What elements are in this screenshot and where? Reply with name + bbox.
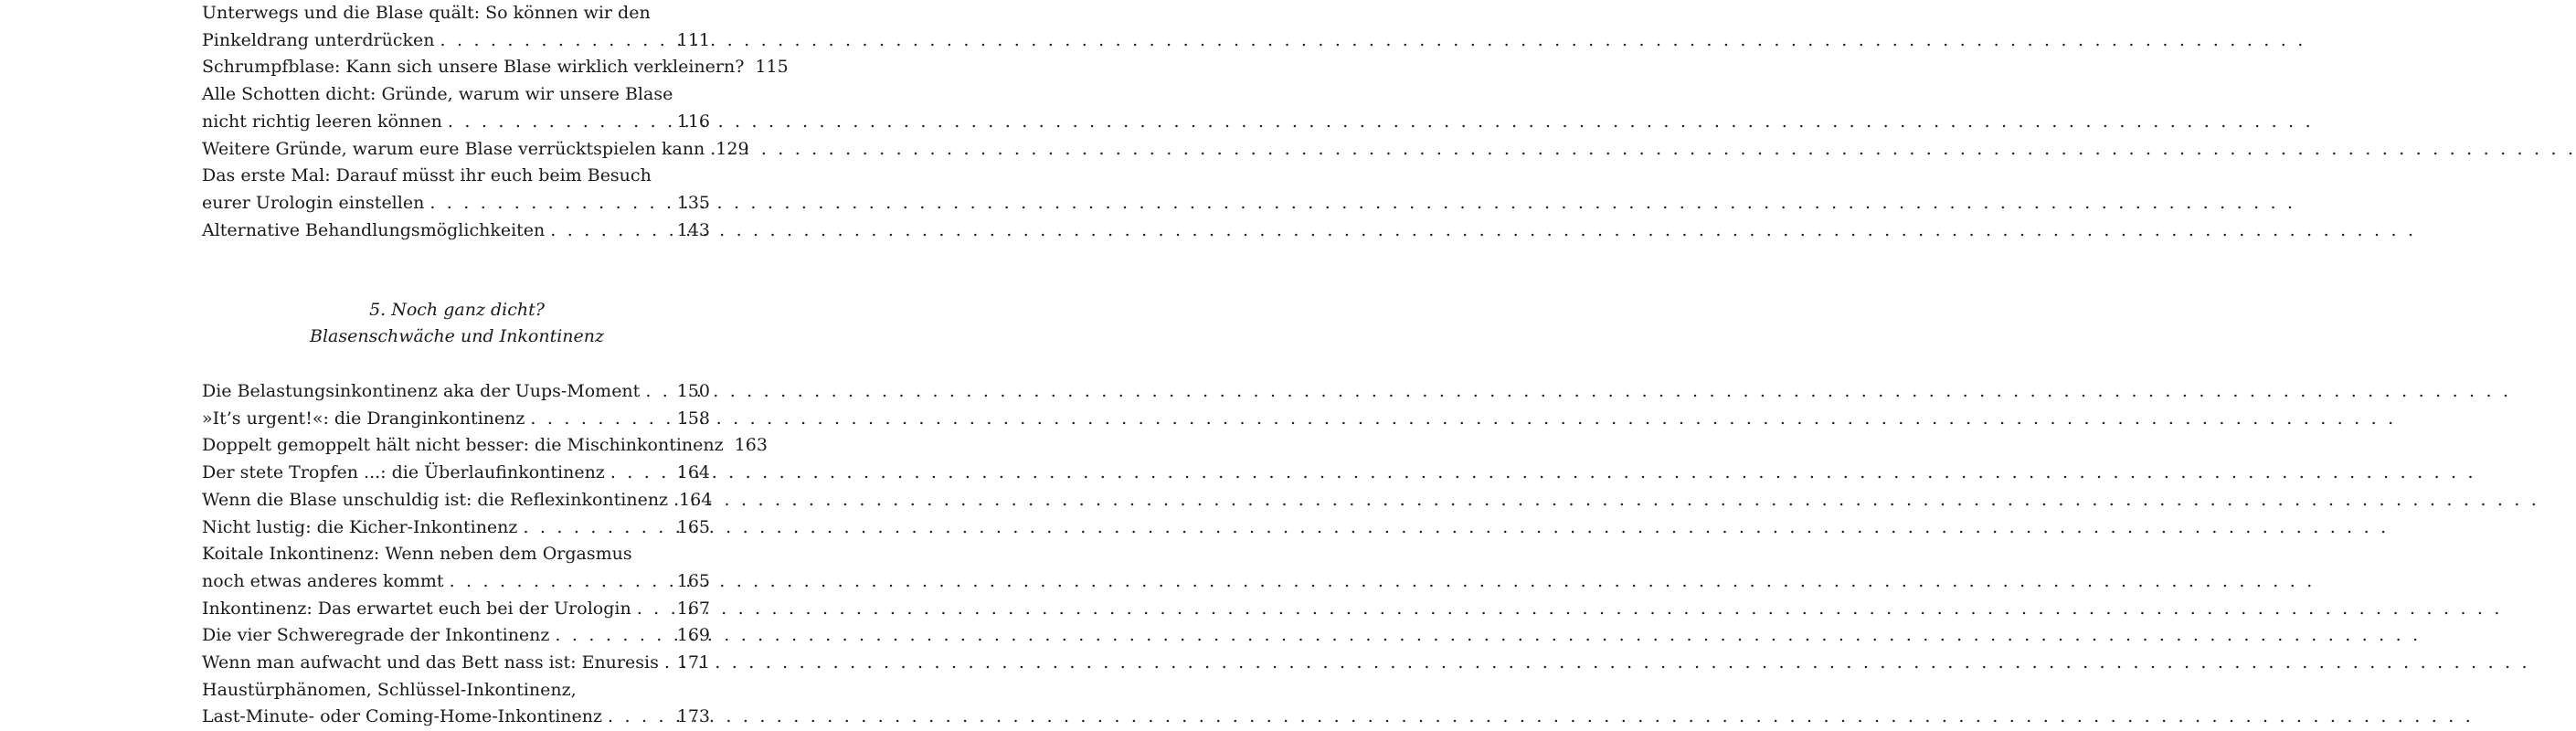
toc-entry[interactable] <box>202 406 710 433</box>
toc-page-number: 164 <box>679 489 713 510</box>
dot-leader <box>450 568 672 596</box>
toc-entry-final-line <box>202 406 710 433</box>
toc-entry-final-line <box>202 514 710 542</box>
toc-entry-title: noch etwas anderes kommt <box>202 570 444 591</box>
dot-leader <box>440 27 672 55</box>
toc-entry[interactable] <box>202 378 710 406</box>
toc-entry-title: Doppelt gemoppelt hält nicht besser: die Mischinkontinenz <box>202 435 724 456</box>
toc-entry-final-line <box>202 378 710 406</box>
dot-leader <box>608 704 672 731</box>
toc-entry[interactable] <box>202 677 710 731</box>
chapter-heading <box>0 297 914 350</box>
dot-leader <box>523 514 671 542</box>
toc-entry[interactable] <box>202 54 789 81</box>
dot-leader <box>429 190 671 217</box>
toc-entry-final-line <box>202 704 710 731</box>
toc-page-number: 115 <box>755 57 789 78</box>
toc-entry-title: Alternative Behandlungsmöglichkeiten <box>202 219 546 240</box>
toc-entry-title: Der stete Tropfen ...: die Überlaufinkontinenz <box>202 462 605 483</box>
toc-entry-title: Die vier Schweregrade der Inkontinenz <box>202 625 550 646</box>
toc-entry[interactable] <box>202 432 768 460</box>
toc-entry-final-line <box>202 460 710 487</box>
toc-entry[interactable] <box>202 514 710 542</box>
toc-entry[interactable] <box>202 541 710 595</box>
dot-leader <box>555 622 671 650</box>
toc-section-chapter-5 <box>202 378 768 731</box>
toc-entry-line <box>202 81 710 109</box>
toc-entry-title: nicht richtig leeren können <box>202 111 442 132</box>
toc-page-number: 143 <box>676 219 710 240</box>
toc-entry[interactable] <box>202 487 713 514</box>
toc-page-number: 164 <box>676 462 710 483</box>
toc-entry-line <box>202 541 710 568</box>
toc-entry-line <box>202 163 710 190</box>
toc-page-number: 111 <box>676 29 710 50</box>
dot-leader <box>530 406 671 433</box>
dot-leader <box>645 378 671 406</box>
toc-entry-title: Alle Schotten dicht: Gründe, warum wir unsere Blase <box>202 84 673 105</box>
toc-page-number: 163 <box>734 435 768 456</box>
toc-entry-line <box>202 0 710 27</box>
toc-entry-title: Das erste Mal: Darauf müsst ihr euch beim Besuch <box>202 165 652 186</box>
toc-page-number: 129 <box>716 138 749 159</box>
toc-entry-final-line <box>202 217 710 245</box>
toc-page-number: 165 <box>676 516 710 537</box>
toc-entry[interactable] <box>202 460 710 487</box>
toc-page-number: 169 <box>676 625 710 646</box>
toc-entry[interactable] <box>202 596 710 623</box>
toc-entry-title: Last-Minute- oder Coming-Home-Inkontinenz <box>202 706 603 727</box>
toc-entry-title: Wenn man aufwacht und das Bett nass ist: Enuresis <box>202 652 659 673</box>
toc-entry-title: Wenn die Blase unschuldig ist: die Reflexinkontinenz <box>202 489 669 510</box>
toc-entry-title: Haustürphänomen, Schlüssel-Inkontinenz, <box>202 679 577 700</box>
toc-entry-title: Weitere Gründe, warum eure Blase verrücktspielen kann <box>202 138 705 159</box>
toc-entry-title: Die Belastungsinkontinenz aka der Uups-Moment <box>202 381 641 401</box>
dot-leader <box>610 460 672 487</box>
toc-entry[interactable] <box>202 622 710 650</box>
toc-entry-title: Inkontinenz: Das erwartet euch bei der Urologin <box>202 598 631 619</box>
toc-entry-title: Schrumpfblase: Kann sich unsere Blase wirklich verkleinern? <box>202 57 745 78</box>
toc-page-number: 167 <box>676 598 710 619</box>
toc-entry-title: eurer Urologin einstellen <box>202 192 425 213</box>
toc-entry-final-line <box>202 136 749 164</box>
toc-entry-final-line <box>202 487 713 514</box>
toc-entry-title: Pinkeldrang unterdrücken <box>202 29 435 50</box>
toc-entry-final-line <box>202 190 710 217</box>
toc-entry[interactable] <box>202 650 710 677</box>
toc-entry-final-line <box>202 650 710 677</box>
toc-entry[interactable] <box>202 0 710 54</box>
toc-section-previous-chapter <box>202 0 789 244</box>
toc-entry-title: Nicht lustig: die Kicher-Inkontinenz <box>202 516 518 537</box>
toc-entry-final-line <box>202 432 768 460</box>
toc-entry-title: Koitale Inkontinenz: Wenn neben dem Orgasmus <box>202 544 632 565</box>
toc-page-number: 135 <box>676 192 710 213</box>
toc-entry[interactable] <box>202 217 710 245</box>
toc-page-number: 173 <box>676 706 710 727</box>
toc-entry[interactable] <box>202 163 710 217</box>
toc-entry-final-line <box>202 54 789 81</box>
toc-entry-final-line <box>202 596 710 623</box>
toc-entry[interactable] <box>202 81 710 135</box>
toc-page-number: 171 <box>676 652 710 673</box>
toc-entry-final-line <box>202 109 710 136</box>
dot-leader <box>664 650 672 677</box>
toc-page-number: 116 <box>676 111 710 132</box>
dot-leader <box>550 217 671 245</box>
toc-page-number: 158 <box>676 408 710 429</box>
chapter-title: 5. Noch ganz dicht? <box>369 300 545 320</box>
dot-leader <box>637 596 672 623</box>
toc-entry-title: Unterwegs und die Blase quält: So können wir den <box>202 3 651 23</box>
toc-page-number: 165 <box>676 570 710 591</box>
toc-entry[interactable] <box>202 136 749 164</box>
toc-entry-final-line <box>202 568 710 596</box>
chapter-subtitle: Blasenschwäche und Inkontinenz <box>309 326 605 346</box>
toc-entry-title: »It’s urgent!«: die Dranginkontinenz <box>202 408 525 429</box>
toc-entry-line <box>202 677 710 705</box>
toc-entry-final-line <box>202 622 710 650</box>
toc-entry-final-line <box>202 27 710 55</box>
toc-page-number: 150 <box>676 381 710 401</box>
dot-leader <box>448 109 672 136</box>
